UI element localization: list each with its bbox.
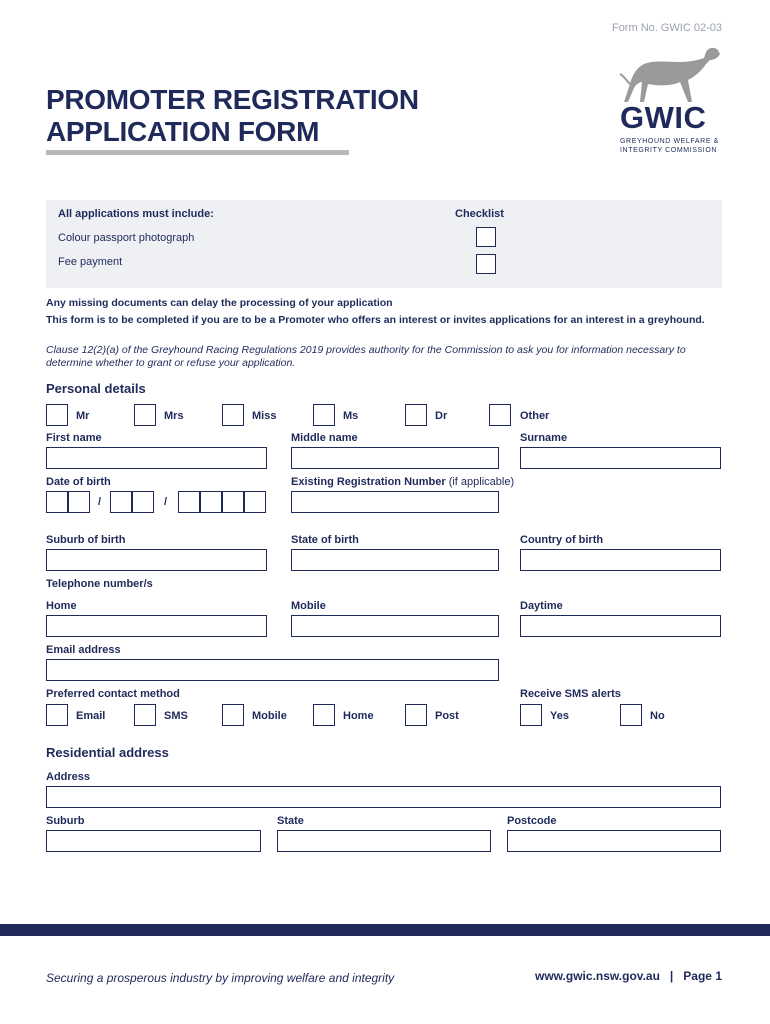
greyhound-icon	[618, 42, 726, 106]
surname-label: Surname	[520, 432, 568, 444]
dob-year-1[interactable]	[178, 491, 200, 513]
checklist-fee-checkbox[interactable]	[476, 254, 496, 274]
mobile-phone-field[interactable]	[291, 615, 499, 637]
title-mr-label: Mr	[76, 410, 90, 422]
missing-documents-note: Any missing documents can delay the processing of your application	[46, 297, 393, 309]
dob-month-1[interactable]	[110, 491, 132, 513]
dob-month-2[interactable]	[132, 491, 154, 513]
logo-subtitle: GREYHOUND WELFARE & INTEGRITY COMMISSION	[620, 138, 719, 154]
state-birth-label: State of birth	[291, 534, 359, 546]
requirement-fee: Fee payment	[58, 256, 123, 268]
email-field[interactable]	[46, 659, 499, 681]
suburb-field[interactable]	[46, 830, 261, 852]
state-label: State	[277, 815, 304, 827]
dob-label: Date of birth	[46, 476, 111, 488]
personal-details-heading: Personal details	[46, 381, 146, 396]
contact-method-label: Preferred contact method	[46, 688, 180, 700]
title-other-checkbox[interactable]	[489, 404, 511, 426]
surname-field[interactable]	[520, 447, 721, 469]
contact-email-checkbox[interactable]	[46, 704, 68, 726]
logo-text: GWIC	[620, 100, 707, 135]
first-name-label: First name	[46, 432, 102, 444]
country-birth-label: Country of birth	[520, 534, 604, 546]
state-birth-field[interactable]	[291, 549, 499, 571]
dob-year-2[interactable]	[200, 491, 222, 513]
title-other-label: Other	[520, 410, 550, 422]
title-underline	[46, 150, 349, 155]
footer-website[interactable]: www.gwic.nsw.gov.au	[535, 969, 660, 983]
contact-email-label: Email	[76, 710, 106, 722]
title-ms-label: Ms	[343, 410, 359, 422]
title-dr-label: Dr	[435, 410, 448, 422]
footer-tagline: Securing a prosperous industry by improving welfare and integrity	[46, 971, 395, 985]
state-field[interactable]	[277, 830, 491, 852]
title-miss-checkbox[interactable]	[222, 404, 244, 426]
dob-year-4[interactable]	[244, 491, 266, 513]
contact-home-checkbox[interactable]	[313, 704, 335, 726]
daytime-phone-field[interactable]	[520, 615, 721, 637]
contact-mobile-checkbox[interactable]	[222, 704, 244, 726]
email-label: Email address	[46, 644, 121, 656]
sms-yes-label: Yes	[550, 710, 569, 722]
title-line-1: PROMOTER REGISTRATION	[46, 84, 419, 115]
title-mrs-label: Mrs	[164, 410, 184, 422]
first-name-field[interactable]	[46, 447, 267, 469]
title-mrs-checkbox[interactable]	[134, 404, 156, 426]
sms-yes-checkbox[interactable]	[520, 704, 542, 726]
title-line-2: APPLICATION FORM	[46, 116, 320, 147]
sms-alerts-label: Receive SMS alerts	[520, 688, 621, 700]
address-label: Address	[46, 771, 91, 783]
dob-separator-1: /	[98, 496, 102, 508]
dob-year-3[interactable]	[222, 491, 244, 513]
contact-post-checkbox[interactable]	[405, 704, 427, 726]
telephone-label: Telephone number/s	[46, 578, 153, 590]
residential-heading: Residential address	[46, 745, 169, 760]
home-phone-field[interactable]	[46, 615, 267, 637]
purpose-note: This form is to be completed if you are to be a Promoter who offers an interest or invites applications for an interest in a greyhound.	[46, 314, 705, 326]
requirement-photo: Colour passport photograph	[58, 232, 195, 244]
title-mr-checkbox[interactable]	[46, 404, 68, 426]
footer-right	[480, 969, 722, 983]
dob-day-1[interactable]	[46, 491, 68, 513]
contact-sms-checkbox[interactable]	[134, 704, 156, 726]
country-birth-field[interactable]	[520, 549, 721, 571]
sms-no-label: No	[650, 710, 665, 722]
checklist-photo-checkbox[interactable]	[476, 227, 496, 247]
title-ms-checkbox[interactable]	[313, 404, 335, 426]
form-number: Form No. GWIC 02-03	[611, 22, 722, 34]
contact-mobile-label: Mobile	[252, 710, 287, 722]
checklist-heading: Checklist	[455, 208, 504, 220]
suburb-birth-label: Suburb of birth	[46, 534, 126, 546]
middle-name-label: Middle name	[291, 432, 358, 444]
dob-separator-2: /	[164, 496, 168, 508]
requirements-heading: All applications must include:	[58, 208, 214, 220]
home-phone-label: Home	[46, 600, 77, 612]
suburb-birth-field[interactable]	[46, 549, 267, 571]
clause-note: Clause 12(2)(a) of the Greyhound Racing Regulations 2019 provides authority for the Commission to ask you for information necessary to determine whether to grant or refuse your application.	[46, 344, 686, 369]
postcode-field[interactable]	[507, 830, 721, 852]
footer-page: Page 1	[683, 969, 722, 983]
sms-no-checkbox[interactable]	[620, 704, 642, 726]
page-title	[46, 84, 419, 148]
footer-bar	[0, 924, 770, 936]
postcode-label: Postcode	[507, 815, 557, 827]
contact-home-label: Home	[343, 710, 374, 722]
address-field[interactable]	[46, 786, 721, 808]
mobile-phone-label: Mobile	[291, 600, 326, 612]
title-dr-checkbox[interactable]	[405, 404, 427, 426]
existing-reg-field[interactable]	[291, 491, 499, 513]
daytime-phone-label: Daytime	[520, 600, 563, 612]
contact-sms-label: SMS	[164, 710, 188, 722]
title-miss-label: Miss	[252, 410, 277, 422]
dob-day-2[interactable]	[68, 491, 90, 513]
suburb-label: Suburb	[46, 815, 85, 827]
contact-post-label: Post	[435, 710, 459, 722]
footer-separator: |	[669, 969, 674, 983]
middle-name-field[interactable]	[291, 447, 499, 469]
existing-reg-label: Existing Registration Number (if applicable)	[291, 476, 515, 488]
